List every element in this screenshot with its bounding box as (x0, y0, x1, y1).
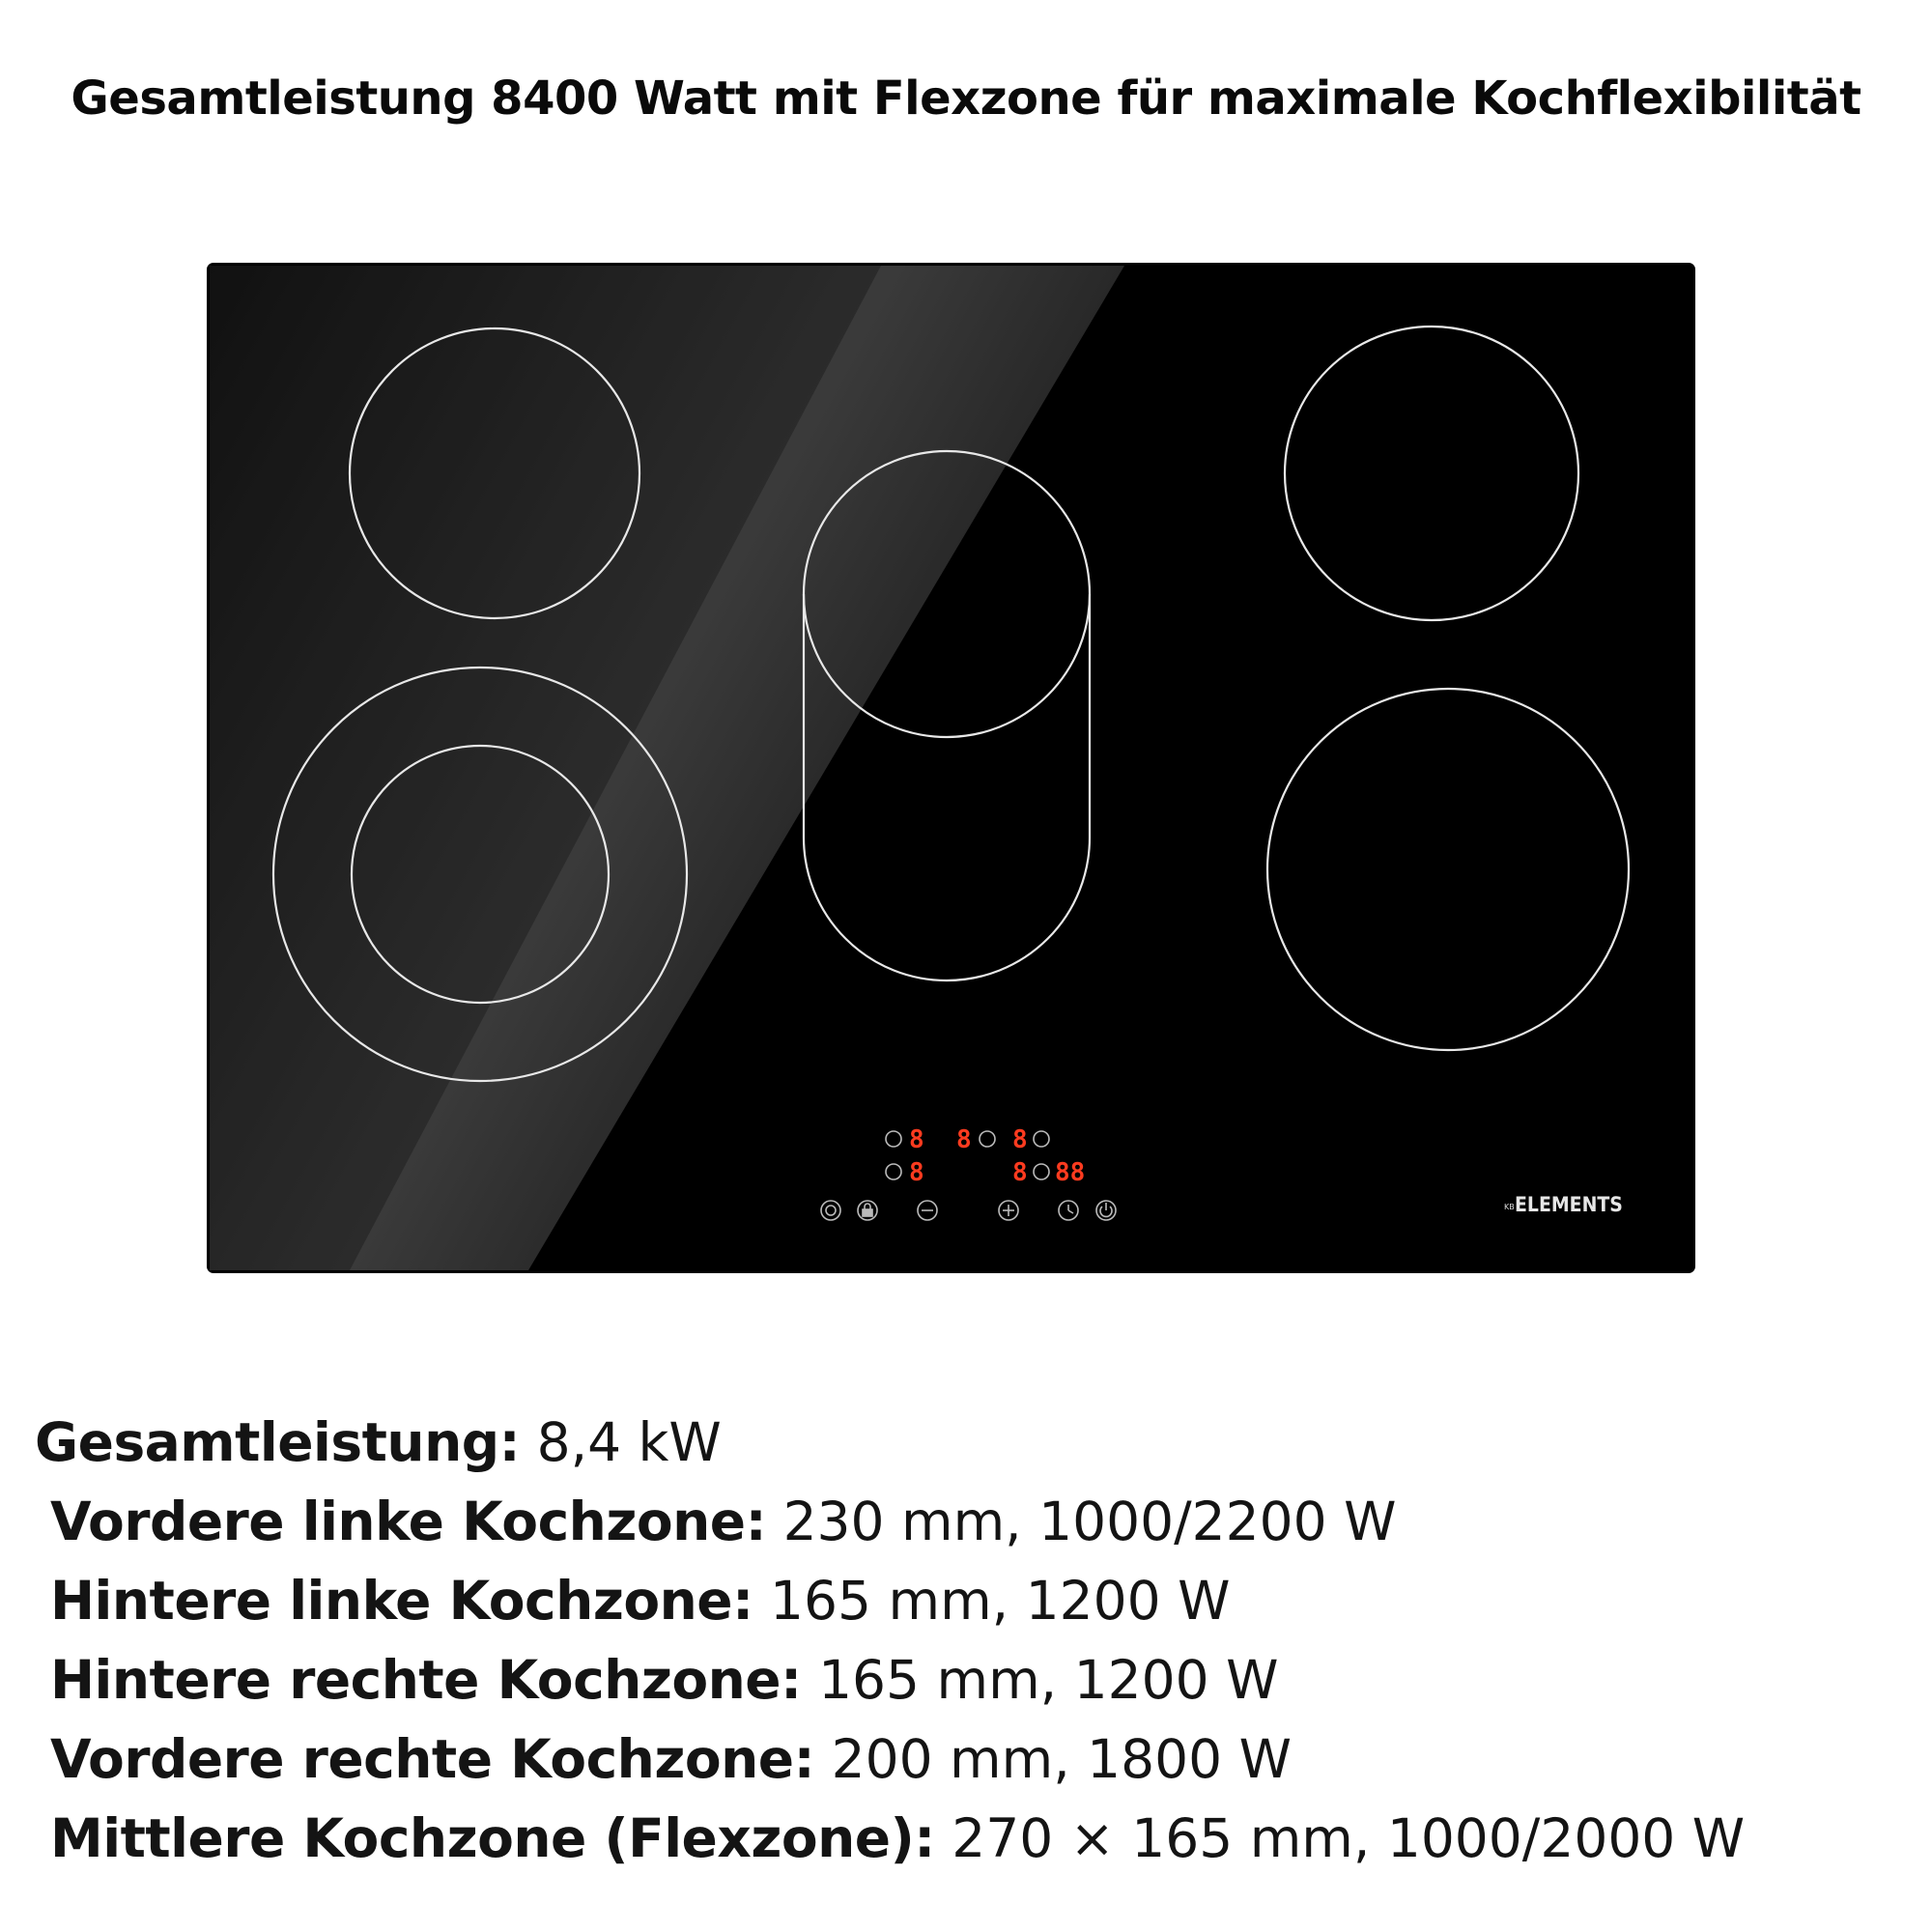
spec-row-center-flexzone (35, 1799, 1909, 1878)
led-display-timer: 88 (1055, 1158, 1086, 1187)
spec-value: 230 mm, 1000/2200 W (782, 1491, 1397, 1552)
brand-logo-small: KB (1504, 1203, 1515, 1211)
spec-key: Gesamtleistung: (35, 1411, 521, 1473)
page-title: Gesamtleistung 8400 Watt mit Flexzone für maximale Kochflexibilität (71, 71, 1861, 126)
spec-value: 200 mm, 1800 W (831, 1728, 1292, 1790)
led-display-rear-right: 8 (1012, 1125, 1028, 1154)
spec-row-total-power (35, 1403, 1909, 1482)
spec-key: Hintere linke Kochzone: (50, 1570, 753, 1632)
spec-row-rear-left (35, 1561, 1909, 1640)
led-display-center: 8 (956, 1125, 972, 1154)
spec-key: Vordere rechte Kochzone: (50, 1728, 815, 1790)
spec-value: 165 mm, 1200 W (770, 1570, 1231, 1632)
spec-row-front-right (35, 1719, 1909, 1799)
spec-row-front-left (35, 1482, 1909, 1561)
brand-logo-name: ELEMENTS (1515, 1193, 1623, 1216)
spec-key: Hintere rechte Kochzone: (50, 1649, 802, 1711)
led-display-rear-left: 8 (909, 1125, 924, 1154)
led-display-front-right: 8 (1012, 1158, 1028, 1187)
spec-value: 270 × 165 mm, 1000/2000 W (952, 1807, 1746, 1869)
led-display-front-left: 8 (909, 1158, 924, 1187)
cooktop-image (205, 261, 1697, 1275)
spec-key: Vordere linke Kochzone: (50, 1491, 767, 1552)
brand-logo (1504, 1193, 1623, 1216)
spec-key: Mittlere Kochzone (Flexzone): (50, 1807, 935, 1869)
spec-value: 8,4 kW (536, 1411, 722, 1473)
spec-row-rear-right (35, 1640, 1909, 1719)
spec-list (35, 1403, 1909, 1878)
spec-value: 165 mm, 1200 W (818, 1649, 1279, 1711)
